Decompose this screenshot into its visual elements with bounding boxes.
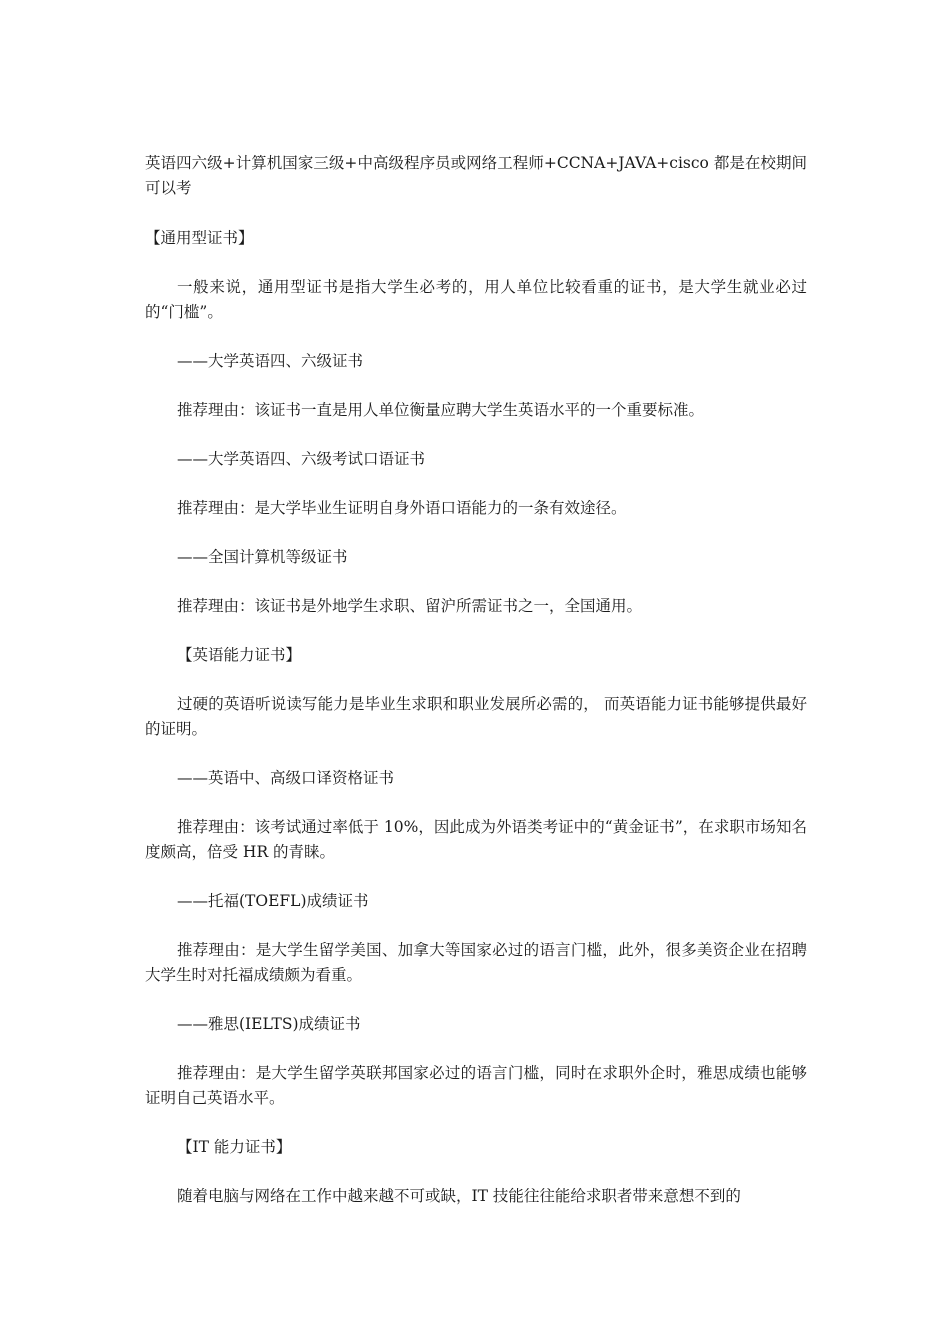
recommendation-reason: 推荐理由：该证书是外地学生求职、留沪所需证书之一，全国通用。: [177, 597, 643, 615]
certificate-item: ——大学英语四、六级证书: [177, 352, 364, 370]
recommendation-reason: 推荐理由：该考试通过率低于 10%，因此成为外语类考证中的“黄金证书”，在求职市场知名度颇高，倍受 HR 的青睐。: [145, 818, 807, 861]
recommendation-reason: 推荐理由：是大学生留学美国、加拿大等国家必过的语言门槛，此外，很多美资企业在招聘大学生时对托福成绩颇为看重。: [145, 941, 807, 984]
document-body: [145, 151, 807, 1233]
certificate-item: ——托福(TOEFL)成绩证书: [177, 892, 369, 910]
section-heading-english: 【英语能力证书】: [177, 646, 302, 664]
certificate-item: ——全国计算机等级证书: [177, 548, 348, 566]
intro-paragraph: 英语四六级+计算机国家三级+中高级程序员或网络工程师+CCNA+JAVA+cisco 都是在校期间可以考: [145, 154, 807, 197]
paragraph-general-intro: 一般来说，通用型证书是指大学生必考的，用人单位比较看重的证书，是大学生就业必过的“门槛”。: [145, 278, 807, 321]
recommendation-reason: 推荐理由：是大学生留学英联邦国家必过的语言门槛，同时在求职外企时，雅思成绩也能够证明自己英语水平。: [145, 1064, 807, 1107]
paragraph-english-intro: 过硬的英语听说读写能力是毕业生求职和职业发展所必需的， 而英语能力证书能够提供最好的证明。: [145, 695, 807, 738]
section-heading-general: 【通用型证书】: [145, 229, 254, 247]
recommendation-reason: 推荐理由：是大学毕业生证明自身外语口语能力的一条有效途径。: [177, 499, 627, 517]
certificate-item: ——英语中、高级口译资格证书: [177, 769, 395, 787]
certificate-item: ——大学英语四、六级考试口语证书: [177, 450, 426, 468]
certificate-item: ——雅思(IELTS)成绩证书: [177, 1015, 361, 1033]
paragraph-it-intro: 随着电脑与网络在工作中越来越不可或缺，IT 技能往往能给求职者带来意想不到的: [177, 1187, 741, 1205]
section-heading-it: 【IT 能力证书】: [177, 1138, 292, 1156]
recommendation-reason: 推荐理由：该证书一直是用人单位衡量应聘大学生英语水平的一个重要标准。: [177, 401, 705, 419]
